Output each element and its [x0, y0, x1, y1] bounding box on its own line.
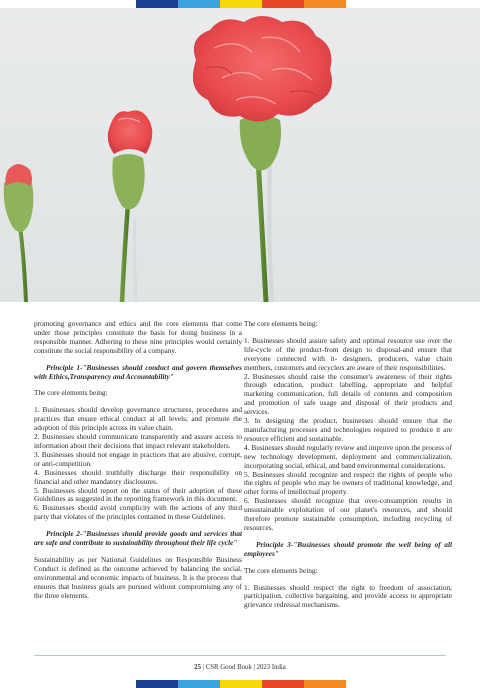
list-item: 1. Businesses should respect the right to freedom of association, participation, collective bargaining, and provide access to appropriate grievance redressal mechanisms.	[244, 582, 452, 610]
footer-text: | CSR Good Book | 2023 India	[200, 664, 286, 671]
left-text-column	[34, 320, 242, 608]
list-item: 1. Businesses should develop governance structures, procedures and practices that ensure ethical conduct at all levels; and promote the adoption of this principle across its value chain.	[34, 405, 242, 433]
list-item: 3. In designing the product, businesses should ensure that the manufacturing processes and technologies required to produce it are resource efficient and sustainable.	[244, 416, 452, 443]
carnations-illustration	[0, 8, 480, 302]
list-item: 2. Businesses should raise the consumer's awareness of their rights through education, product labelling, appropriate and helpful marketing communication, full details of contents and composition and promotion of safe usage and disposal of their products and services.	[244, 371, 452, 417]
sustainability-paragraph: Sustainability as per National Guidelines on Responsible Business Conduct is defined as the outcome achieved by balancing the social, environmental and economic impacts of business. It is the process that ensures that business goals are pursued without compromising any of the three elements.	[34, 554, 242, 600]
stripe-segment-yellow	[220, 680, 262, 688]
list-item: 2. Businesses should communicate transparently and assure access to information about their decisions that impact relevant stakeholders.	[34, 432, 242, 450]
page-footer	[0, 664, 480, 671]
page-number: 25	[194, 664, 201, 671]
top-color-stripe	[0, 0, 480, 8]
stripe-segment-yellow	[220, 0, 262, 8]
stripe-segment-blue	[178, 0, 220, 8]
footer-divider	[34, 655, 446, 656]
stripe-segment-orange	[304, 0, 346, 8]
carnation-photo	[0, 8, 480, 302]
stripe-segment-red	[262, 0, 304, 8]
list-item: 1. Businesses should assure safety and optimal resource use over the life-cycle of the product-from design to disposal-and ensure that everyone connected with it- designers, producers, value chain members, customers and recyclers are aware of their responsibilities.	[244, 335, 452, 372]
core-elements-label: The core elements being:	[34, 388, 108, 398]
list-item: 6. Businesses should avoid complicity with the actions of any third party that violates of the principles contained in these Guidelines.	[34, 503, 242, 522]
principle-1-list	[34, 406, 242, 522]
bottom-color-stripe	[0, 680, 480, 688]
list-item: 4. Businesses should truthfully discharge their responsibility on financial and other mandatory disclosures.	[34, 467, 242, 486]
principle-3-heading: Principle 3-"Businesses should promote the well being of all employees"	[244, 539, 452, 558]
list-item: 3. Businesses should not engage in practices that are abusive, corrupt, or anti-competition.	[34, 449, 242, 468]
intro-paragraph: promoting governance and ethics and the core elements that come under those principles constitute the basis for doing business in a responsible manner. Adhering to these nine principles would certainly constitute the social responsibility of a company.	[34, 319, 242, 355]
stripe-segment-navy	[136, 680, 178, 688]
principle-1-heading: Principle 1-"Businesses should conduct and govern themselves with Ethics,Transparency and Accountability"	[34, 362, 242, 381]
left-carnation-bud	[4, 164, 34, 302]
list-item: 4. Businesses should regularly review and improve upon the process of new technology development, deployment and commercialization, incorporating social, ethical, and band environmental considerations.	[244, 442, 452, 470]
list-item: 5. Businesses should report on the status of their adoption of these Guidelines as suggested in the reporting framework in this document.	[34, 485, 242, 504]
large-carnation-flower	[193, 16, 332, 302]
list-item: 5. Businesses should recognize and respect the rights of people who the rights of people who may be owners of traditional knowledge, and other forms of intellectual property.	[244, 469, 452, 497]
middle-carnation-bud	[108, 110, 153, 302]
stripe-segment-blue	[178, 680, 220, 688]
core-elements-label: The core elements being:	[244, 565, 318, 575]
right-text-column	[244, 320, 452, 618]
core-elements-label: The core elements being:	[244, 319, 318, 328]
list-item: 6. Businesses should recognize that over-consumption results in unsustainable exploitation of our planet's resources, and should therefore promote sustainable consumption, including recycling of resources.	[244, 496, 452, 532]
stripe-segment-red	[262, 680, 304, 688]
principle-3-list	[244, 584, 452, 611]
principle-2-heading: Principle 2-"Businesses should provide goods and services that are safe and contribute to sustainability throughout their life cycle"	[34, 529, 242, 548]
stripe-segment-navy	[136, 0, 178, 8]
stripe-segment-orange	[304, 680, 346, 688]
principle-2-list	[244, 337, 452, 533]
